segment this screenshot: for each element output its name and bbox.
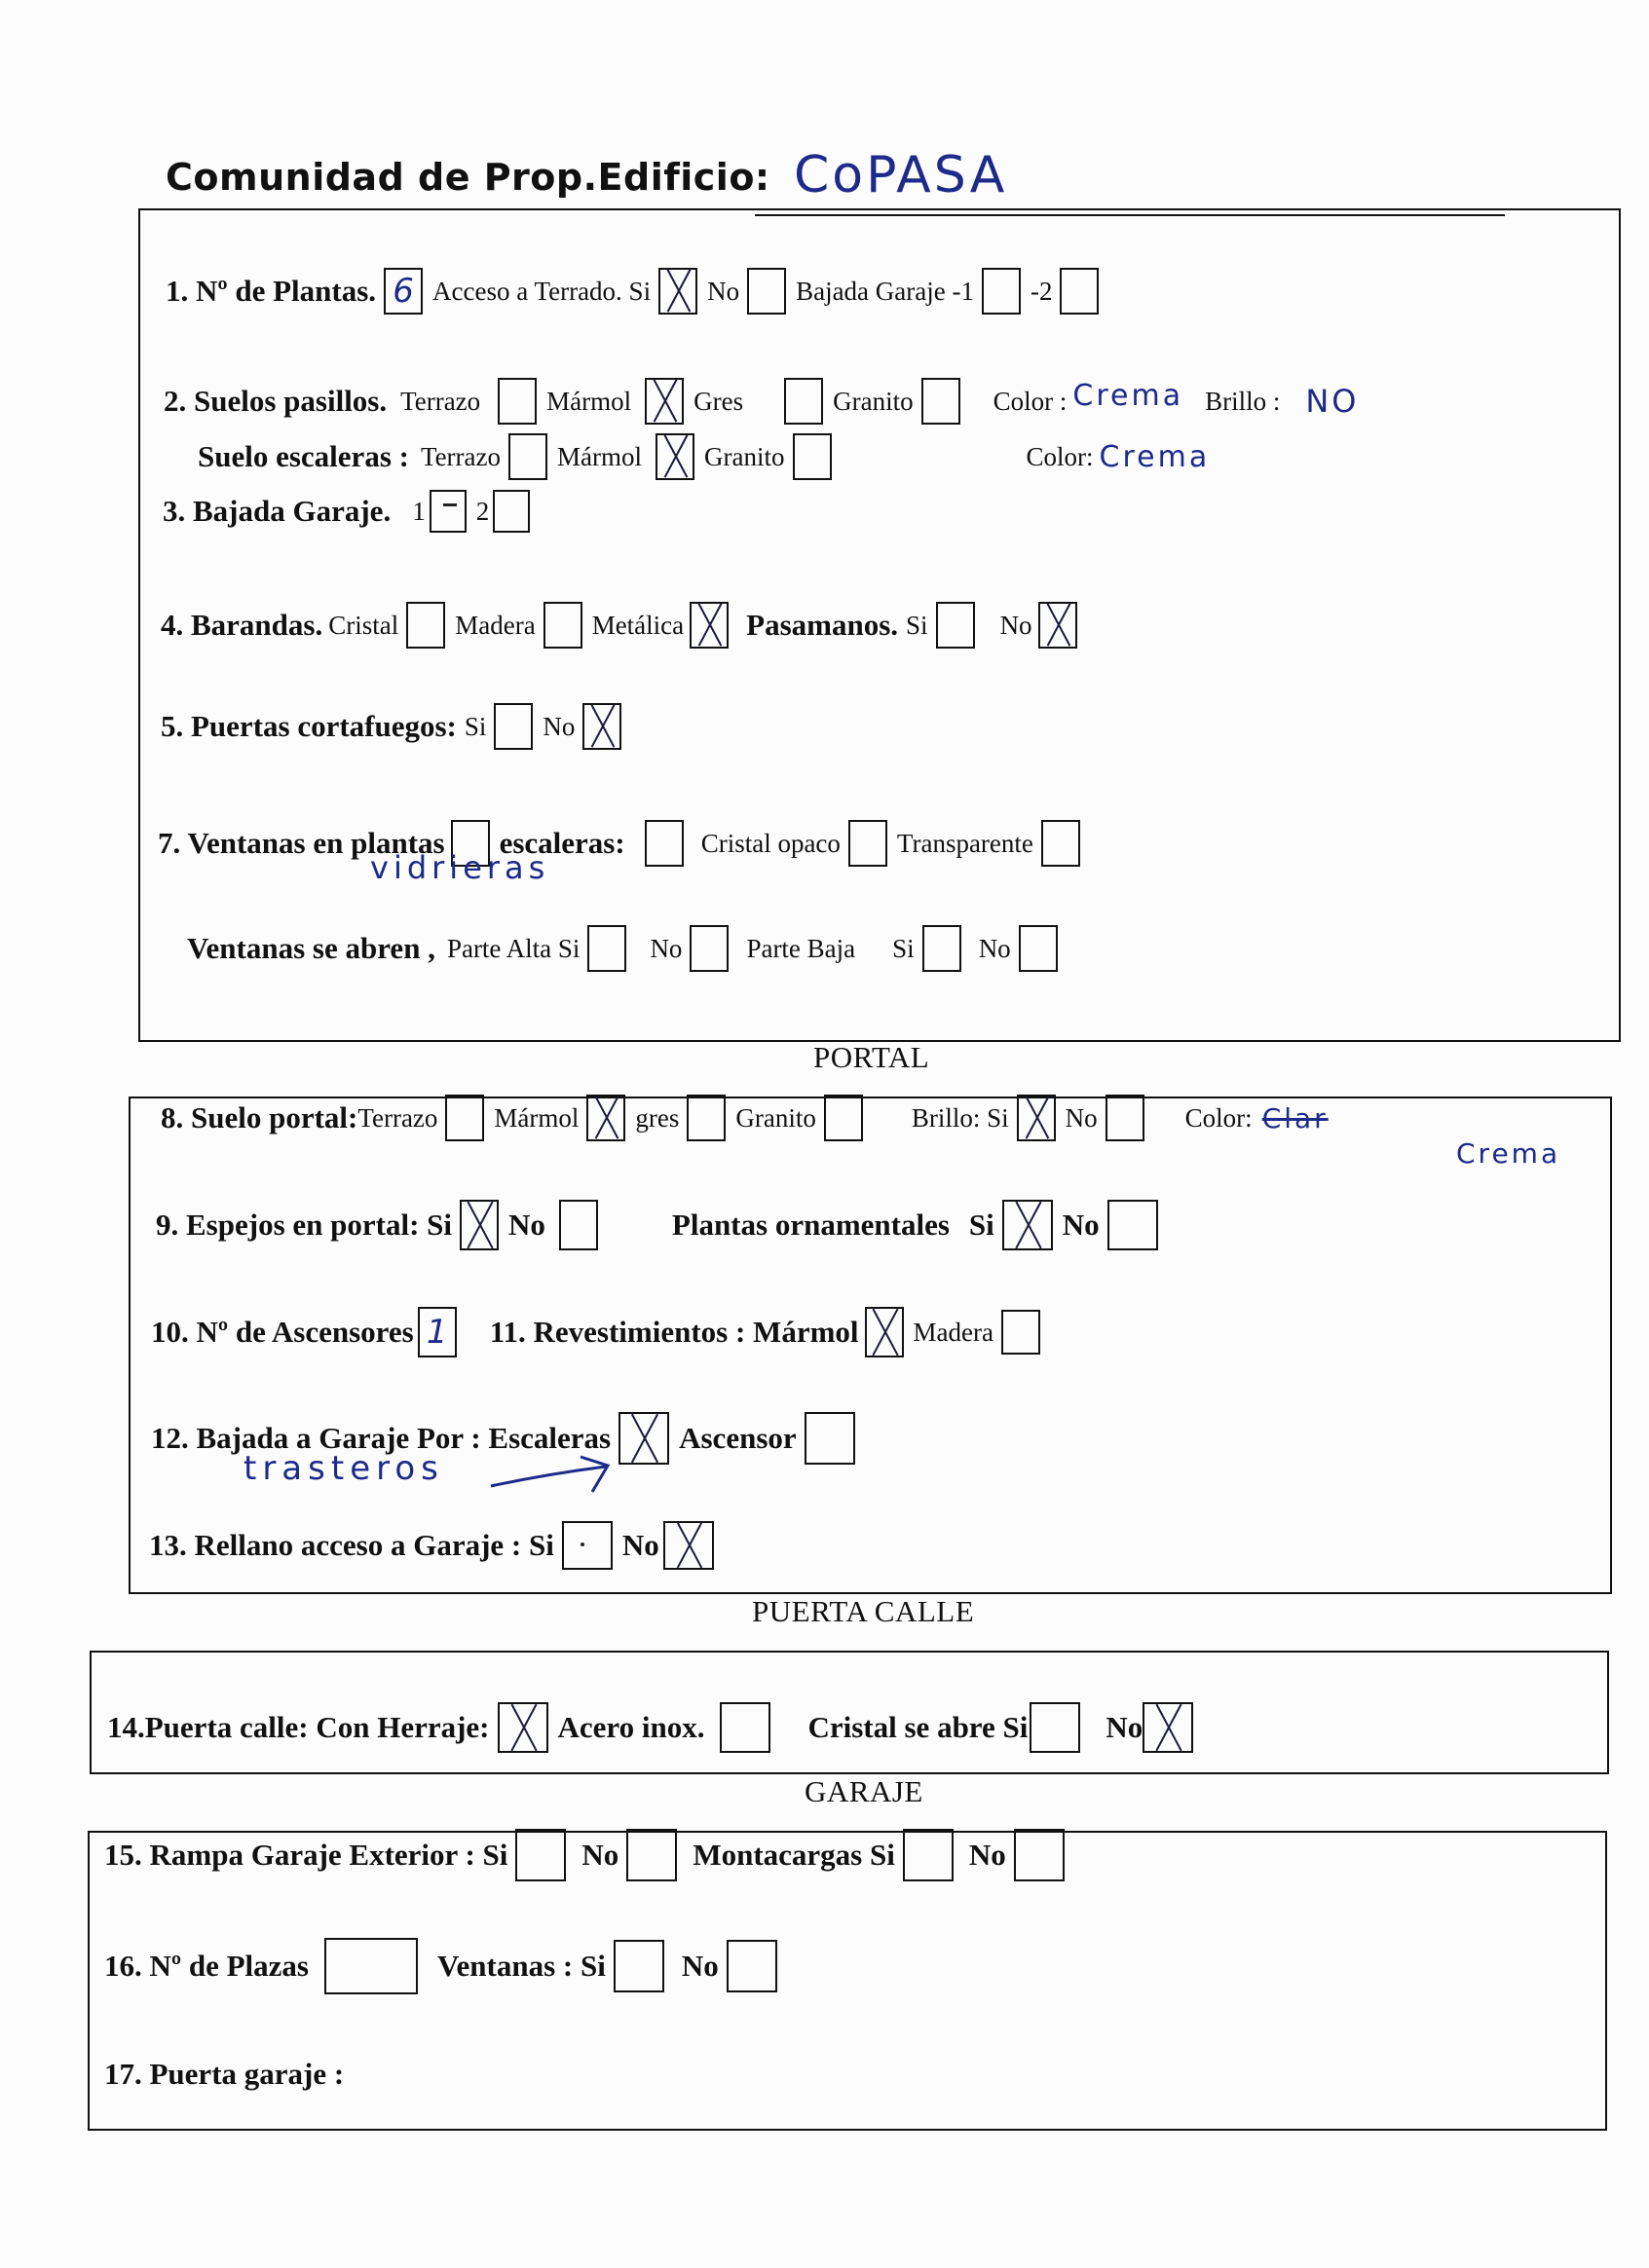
bajada-1-label: 1 [412,496,426,526]
madera-label: Madera [913,1317,993,1347]
question-8 [161,1095,1329,1141]
q13-label: 13. Rellano acceso a Garaje : Si [149,1528,554,1562]
acceso-terrado-no-checkbox[interactable] [747,268,786,315]
cortafuegos-no-label: No [543,711,576,741]
building-name-field[interactable]: CoPASA [794,146,1008,204]
plantas-no-checkbox[interactable] [1107,1200,1158,1250]
pasillos-brillo-value: NO [1305,383,1360,420]
pasamanos-label: Pasamanos. [746,608,899,642]
cristal-se-abre-label: Cristal se abre Si [807,1710,1029,1744]
barandas-madera-checkbox[interactable] [543,602,582,649]
portal-granito-checkbox[interactable] [824,1095,863,1141]
cristal-se-abre-no-checkbox[interactable] [1143,1702,1193,1753]
cristal-no-label: No [1106,1710,1143,1744]
question-4 [161,602,1087,649]
terrazo-label: Terrazo [420,441,502,471]
rampa-si-checkbox[interactable] [515,1829,566,1881]
checked-x-icon [1004,1202,1051,1248]
cristal-opaco-label: Cristal opaco [700,828,841,858]
rellano-si-checkbox[interactable] [562,1521,613,1570]
dash-mark-icon [443,503,457,506]
q7-label: 7. Ventanas en plantas [158,826,445,860]
portal-brillo-no-checkbox[interactable] [1106,1095,1144,1141]
garaje-ventanas-si-checkbox[interactable] [614,1940,664,1992]
plantas-ornamentales-label: Plantas ornamentales [671,1208,950,1242]
parte-alta-no-label: No [650,933,683,963]
barandas-cristal-checkbox[interactable] [406,602,445,649]
acceso-terrado-label: Acceso a Terrado. Si [432,276,652,306]
q9-label: 9. Espejos en portal: Si [156,1208,452,1242]
q7b-label: Ventanas se abren , [187,931,435,965]
q3-label: 3. Bajada Garaje. [163,494,392,528]
portal-color-value: Crema [1456,1137,1561,1170]
checked-x-icon [657,435,693,478]
portal-gres-checkbox[interactable] [687,1095,726,1141]
plazas-count-box[interactable] [324,1938,418,1994]
cristal-label: Cristal [328,610,399,640]
arrow-icon [487,1451,623,1500]
ventanas-escaleras-checkbox[interactable] [645,820,684,867]
checked-x-icon [588,1097,623,1139]
espejos-si-checkbox[interactable] [460,1200,499,1250]
parte-alta-label: Parte Alta Si [446,933,581,963]
gres-label: gres [635,1102,680,1133]
q2b-label: Suelo escaleras : [198,439,409,473]
portal-heading: PORTAL [813,1040,930,1074]
terrazo-label: Terrazo [400,386,481,416]
espejos-no-label: No [508,1208,545,1242]
bajada-ascensor-checkbox[interactable] [805,1412,855,1465]
checked-x-icon [647,380,682,423]
bajada-2-label: 2 [475,496,490,526]
q8-label: 8. Suelo portal: [161,1100,358,1134]
checked-x-icon [500,1704,546,1751]
parte-alta-si-checkbox[interactable] [587,925,626,972]
question-13 [149,1521,724,1570]
brillo-label: Brillo : [1205,386,1281,416]
question-2b [198,433,1210,480]
dot-mark-icon [581,1543,584,1546]
puerta-calle-heading: PUERTA CALLE [752,1594,975,1628]
parte-baja-label: Parte Baja [746,933,856,963]
parte-alta-no-checkbox[interactable] [690,925,729,972]
ascensores-count-box[interactable] [418,1307,457,1357]
gres-label: Gres [693,386,744,416]
checked-x-icon [462,1202,497,1248]
bajada-garaje-1-checkbox[interactable] [982,268,1021,315]
garaje-ventanas-no-checkbox[interactable] [727,1940,777,1992]
montacargas-no-label: No [968,1838,1006,1872]
checked-x-icon [1144,1704,1191,1751]
color-label: Color: [1184,1102,1253,1133]
marmol-label: Mármol [546,386,632,416]
checked-x-icon [584,705,619,748]
montacargas-label: Montacargas Si [693,1838,895,1872]
checked-x-icon [620,1414,667,1463]
plantas-count-value: 6 [393,272,414,311]
acceso-terrado-no-label: No [707,276,740,306]
escaleras-marmol-checkbox[interactable] [656,433,694,480]
granito-label: Granito [735,1102,816,1133]
rellano-no-label: No [621,1528,659,1562]
plantas-count-box[interactable] [384,268,423,315]
revestimientos-marmol-checkbox[interactable] [865,1307,904,1357]
ventanas-label: Ventanas : Si [437,1949,606,1983]
montacargas-no-checkbox[interactable] [1014,1829,1065,1881]
bajada-garaje-2-checkbox[interactable] [1060,268,1099,315]
garaje-heading: GARAJE [805,1774,923,1808]
question-1 [166,268,1108,315]
q14-label: 14.Puerta calle: Con Herraje: [107,1710,490,1744]
q4-label: 4. Barandas. [161,608,323,642]
escaleras-granito-checkbox[interactable] [793,433,832,480]
q16-label: 16. Nº de Plazas [104,1949,309,1983]
pasamanos-si-checkbox[interactable] [936,602,975,649]
checked-x-icon [692,604,727,647]
color-label: Color : [993,386,1068,416]
cortafuegos-si-checkbox[interactable] [494,703,533,750]
parte-baja-si-checkbox[interactable] [922,925,961,972]
rampa-no-checkbox[interactable] [626,1829,677,1881]
bajada-escaleras-checkbox[interactable] [618,1412,669,1465]
portal-brillo-si-checkbox[interactable] [1017,1095,1056,1141]
question-3 [163,490,540,533]
transparente-checkbox[interactable] [1041,820,1080,867]
question-16 [104,1938,787,1994]
question-10-11 [151,1307,1050,1357]
rellano-no-checkbox[interactable] [663,1521,714,1570]
question-2 [164,378,1359,425]
parte-baja-no-label: No [978,933,1011,963]
question-9 [156,1200,1168,1250]
question-15 [104,1829,1074,1881]
acero-inox-checkbox[interactable] [720,1702,770,1753]
trasteros-note: trasteros [244,1449,444,1488]
granito-label: Granito [833,386,914,416]
bajada-1-checkbox[interactable] [430,490,467,533]
bajada-2-checkbox[interactable] [493,490,530,533]
brillo-si-label: Brillo: Si [911,1102,1009,1133]
pasillos-color-value: Crema [1072,378,1184,413]
pasillos-terrazo-checkbox[interactable] [498,378,537,425]
terrazo-label: Terrazo [357,1102,438,1133]
escaleras-terrazo-checkbox[interactable] [508,433,547,480]
pasillos-marmol-checkbox[interactable] [645,378,684,425]
q11-label: 11. Revestimientos : Mármol [489,1315,859,1349]
ascensores-count-value: 1 [426,1313,448,1352]
question-5 [161,703,631,750]
q5-label: 5. Puertas cortafuegos: [161,709,457,743]
espejos-no-checkbox[interactable] [559,1200,598,1250]
pasillos-granito-checkbox[interactable] [921,378,960,425]
question-14 [107,1702,1203,1753]
q15-label: 15. Rampa Garaje Exterior : Si [104,1838,508,1872]
checked-x-icon [1040,604,1075,647]
checked-x-icon [867,1309,902,1356]
brillo-no-label: No [1065,1102,1098,1133]
ventanas-note: vidrieras [370,849,550,886]
plantas-no-label: No [1062,1208,1100,1242]
color-label: Color: [1026,441,1094,471]
portal-color-struck-value: Clar [1261,1101,1329,1134]
ascensor-label: Ascensor [679,1421,797,1455]
checked-x-icon [660,270,695,313]
question-7b [187,925,1068,972]
rampa-no-label: No [581,1838,619,1872]
garaje-ventanas-no-label: No [681,1949,719,1983]
q12-label: 12. Bajada a Garaje Por : Escaleras [151,1421,612,1455]
q2-label: 2. Suelos pasillos. [164,384,388,418]
metalica-label: Metálica [591,610,685,640]
parte-baja-si-label: Si [892,933,915,963]
question-7 [158,820,1090,867]
acero-inox-label: Acero inox. [557,1710,705,1744]
plantas-si-label: Si [968,1208,994,1242]
barandas-metalica-checkbox[interactable] [690,602,729,649]
q1-label: 1. Nº de Plantas. [166,274,377,308]
q17-label: 17. Puerta garaje : [104,2057,345,2091]
bajada-garaje-label: Bajada Garaje -1 [796,276,974,306]
portal-terrazo-checkbox[interactable] [445,1095,484,1141]
checked-x-icon [1019,1097,1054,1139]
madera-label: Madera [455,610,536,640]
cristal-opaco-checkbox[interactable] [848,820,887,867]
revestimientos-madera-checkbox[interactable] [1001,1310,1040,1355]
question-17 [104,2057,344,2092]
checked-x-icon [665,1523,712,1568]
escaleras-color-value: Crema [1099,439,1211,474]
con-herraje-checkbox[interactable] [498,1702,548,1753]
form-title: Comunidad de Prop.Edificio: [166,156,770,199]
escaleras-label: escaleras: [499,826,625,860]
pasamanos-no-label: No [999,610,1032,640]
granito-label: Granito [704,441,785,471]
parte-baja-no-checkbox[interactable] [1019,925,1058,972]
cortafuegos-no-checkbox[interactable] [582,703,621,750]
montacargas-si-checkbox[interactable] [903,1829,954,1881]
cortafuegos-si-label: Si [464,711,487,741]
marmol-label: Mármol [494,1102,580,1133]
transparente-label: Transparente [896,828,1033,858]
marmol-label: Mármol [557,441,643,471]
bajada-garaje-2-label: -2 [1030,276,1053,306]
portal-marmol-checkbox[interactable] [586,1095,625,1141]
acceso-terrado-si-checkbox[interactable] [658,268,697,315]
pasillos-gres-checkbox[interactable] [784,378,823,425]
plantas-si-checkbox[interactable] [1002,1200,1053,1250]
pasamanos-si-label: Si [906,610,928,640]
q10-label: 10. Nº de Ascensores [151,1315,414,1349]
cristal-se-abre-si-checkbox[interactable] [1030,1702,1080,1753]
pasamanos-no-checkbox[interactable] [1038,602,1077,649]
